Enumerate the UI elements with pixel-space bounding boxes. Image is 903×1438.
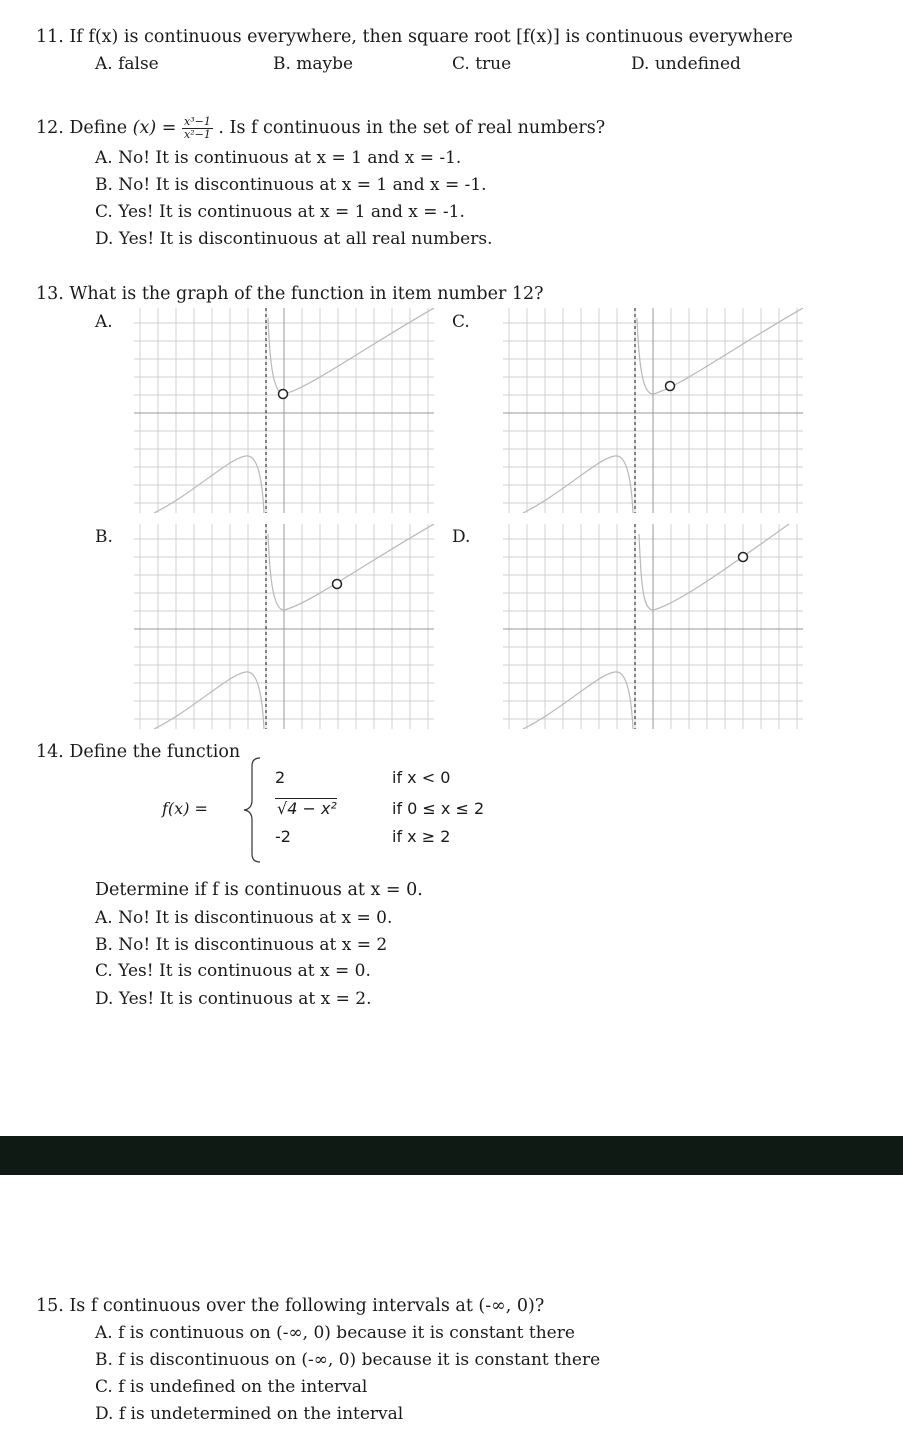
q11-option-b[interactable]: B. maybe xyxy=(273,54,354,74)
curve-right-branch xyxy=(268,308,434,394)
q12-option-b[interactable]: B. No! It is discontinuous at x = 1 and x = -1. xyxy=(95,175,487,195)
graph-label-b: B. xyxy=(95,527,113,547)
case-1-value: 2 xyxy=(275,768,286,787)
q11-option-a[interactable]: A. false xyxy=(95,54,159,74)
case-1-condition: if x < 0 xyxy=(392,768,451,787)
curve-right-branch xyxy=(639,524,803,610)
case-3-value: -2 xyxy=(275,827,291,846)
graph-option-c[interactable] xyxy=(503,308,803,513)
q14-option-b[interactable]: B. No! It is discontinuous at x = 2 xyxy=(95,935,388,955)
q15-option-d[interactable]: D. f is undetermined on the interval xyxy=(95,1404,404,1424)
hole-marker xyxy=(333,580,342,589)
q12-fx: (x) = xyxy=(132,118,177,138)
piecewise-brace xyxy=(240,756,266,864)
curve-right-branch xyxy=(268,524,434,610)
q12-option-c[interactable]: C. Yes! It is continuous at x = 1 and x = -1. xyxy=(95,202,465,222)
q12-fraction xyxy=(182,116,213,141)
graph-option-a[interactable] xyxy=(134,308,434,513)
case-2-condition: if 0 ≤ x ≤ 2 xyxy=(392,799,485,818)
q12-option-a[interactable]: A. No! It is continuous at x = 1 and x = -1. xyxy=(95,148,462,168)
q14-question: Determine if f is continuous at x = 0. xyxy=(95,880,423,900)
q12-stem xyxy=(36,116,605,141)
hole-marker xyxy=(279,390,288,399)
q14-fx: f(x) = xyxy=(162,799,208,818)
q14-option-a[interactable]: A. No! It is discontinuous at x = 0. xyxy=(95,908,393,928)
graph-label-a: A. xyxy=(95,312,113,332)
graph-option-d[interactable] xyxy=(503,524,803,729)
q15-option-b[interactable]: B. f is discontinuous on (-∞, 0) because it is constant there xyxy=(95,1350,601,1370)
graph-label-d: D. xyxy=(452,527,471,547)
hole-marker xyxy=(739,553,748,562)
q12-numerator: x³−1 xyxy=(184,115,211,128)
curve-right-branch xyxy=(637,308,803,394)
graph-label-c: C. xyxy=(452,312,470,332)
divider-band xyxy=(0,1136,903,1175)
q12-suffix: . Is f continuous in the set of real numbers? xyxy=(218,118,606,138)
case-2-value: √4 − x² xyxy=(277,799,337,818)
q14-option-c[interactable]: C. Yes! It is continuous at x = 0. xyxy=(95,961,371,981)
q12-denominator: x²−1 xyxy=(184,128,211,141)
q15-text: 15. Is f continuous over the following intervals at (-∞, 0)? xyxy=(36,1296,545,1316)
q15-option-c[interactable]: C. f is undefined on the interval xyxy=(95,1377,368,1397)
case-3-condition: if x ≥ 2 xyxy=(392,827,451,846)
q12-prefix: 12. Define xyxy=(36,118,128,138)
graph-option-b[interactable] xyxy=(134,524,434,729)
q13-text: 13. What is the graph of the function in item number 12? xyxy=(36,284,544,304)
hole-marker xyxy=(666,382,675,391)
q14-text: 14. Define the function xyxy=(36,742,241,762)
q15-option-a[interactable]: A. f is continuous on (-∞, 0) because it is constant there xyxy=(95,1323,575,1343)
q14-option-d[interactable]: D. Yes! It is continuous at x = 2. xyxy=(95,989,372,1009)
q12-option-d[interactable]: D. Yes! It is discontinuous at all real numbers. xyxy=(95,229,493,249)
q11-text: 11. If f(x) is continuous everywhere, then square root [f(x)] is continuous everywhere xyxy=(36,27,793,47)
q11-option-d[interactable]: D. undefined xyxy=(631,54,741,74)
q11-option-c[interactable]: C. true xyxy=(452,54,512,74)
